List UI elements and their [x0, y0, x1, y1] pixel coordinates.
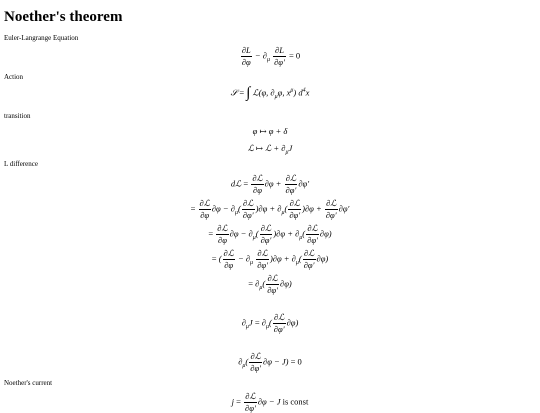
- l-difference-line-4: = ( $\frac{\text{∂ℒ}}{\partial\varphi}$ − $\partial_\mu$ $\frac{\text{∂ℒ}}{\partial\varphi'}$ )$\partial\varphi + \partial_\mu$( $\frac{\text{∂ℒ}}{\partial\varphi'}$ ∂φ): [211, 248, 329, 270]
- euler-lagrange-equation: $\frac{\partial L}{\partial\varphi}$ − $\partial_\mu$ $\frac{\partial L}{\partial\varphi'}$ = 0: [241, 45, 301, 67]
- noether-current-label: Noether's current: [4, 379, 53, 387]
- noether-current-equation: j = $\frac{\text{∂ℒ}}{\partial\varphi'}$ ∂φ − J is const: [231, 391, 309, 413]
- action-equation: 𝒮 = ∫ ℒ(φ, $\partial_\mu\varphi$, $x^\mu$) $d^4x$: [230, 85, 310, 101]
- transition-label: transition: [4, 112, 31, 120]
- euler-lagrange-label: Euler-Langrange Equation: [4, 34, 79, 42]
- l-difference-label: L difference: [4, 160, 39, 168]
- l-difference-line-5: = $\partial_\mu$( $\frac{\text{∂ℒ}}{\partial\varphi'}$ ∂φ): [248, 273, 292, 295]
- conservation-equation: $\partial_\mu$( $\frac{\text{∂ℒ}}{\partial\varphi'}$ ∂φ − J) = 0: [238, 351, 302, 373]
- lagrangian-transition-equation: ℒ ↦ ℒ + $\partial_\mu J$: [247, 143, 293, 156]
- l-difference-line-2: = $\frac{\text{∂ℒ}}{\partial\varphi}$ $\partial\varphi - \partial_\mu$( $\frac{\text{∂ℒ}}{\partial\varphi'}$ )$\partial\varphi + \partial_\mu$( $\frac{\text{∂ℒ}}{\partial\varphi'}$ )∂φ + $\frac{\text{∂ℒ}}{\partial\varphi'}$ ∂φ′: [190, 198, 350, 220]
- l-difference-line-3: = $\frac{\text{∂ℒ}}{\partial\varphi}$ $\partial\varphi - \partial_\mu$( $\frac{\text{∂ℒ}}{\partial\varphi'}$ )$\partial\varphi + \partial_\mu$( $\frac{\text{∂ℒ}}{\partial\varphi'}$ ∂φ): [208, 223, 332, 245]
- l-difference-line-1: dℒ = $\frac{\text{∂ℒ}}{\partial\varphi}$ ∂φ + $\frac{\text{∂ℒ}}{\partial\varphi'}$ ∂φ′: [230, 173, 310, 195]
- field-transition-equation: φ ↦ φ + δ: [252, 126, 288, 136]
- action-label: Action: [4, 73, 24, 81]
- current-derivative-equation: $\partial_\mu J = \partial_\mu$( $\frac{\text{∂ℒ}}{\partial\varphi'}$ ∂φ): [241, 312, 299, 334]
- page-title: Noether's theorem: [4, 9, 123, 25]
